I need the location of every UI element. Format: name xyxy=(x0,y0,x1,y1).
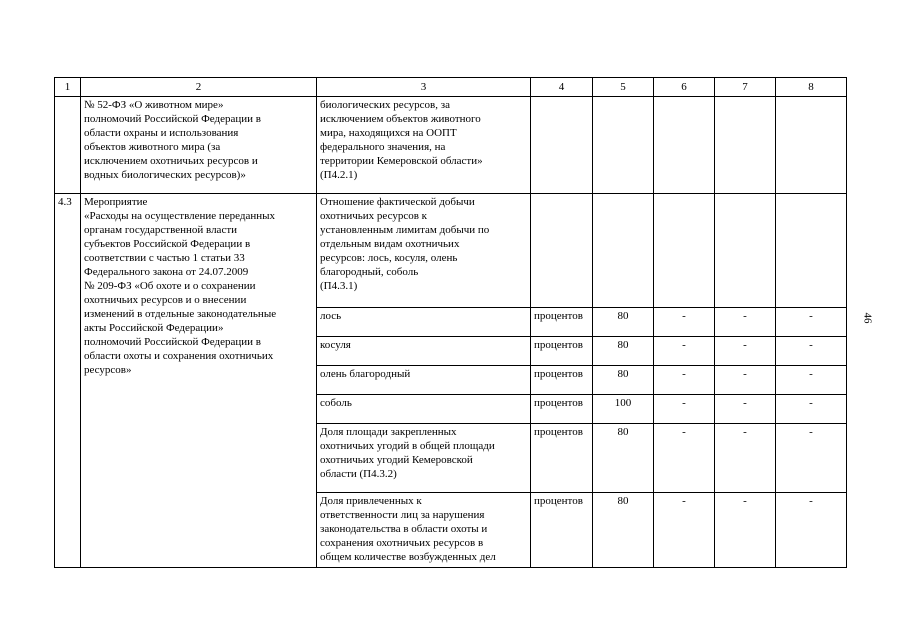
unit-cell: процентов xyxy=(531,308,593,337)
unit-cell: процентов xyxy=(531,395,593,424)
empty-cell xyxy=(776,97,847,194)
empty-cell xyxy=(593,194,654,308)
value-col5: 80 xyxy=(593,493,654,568)
col-header-5: 5 xyxy=(593,78,654,97)
indicator-p4-3-1: Отношение фактической добычи охотничьих ресурсов к установленным лимитам добычи по отдельным видам охотничьих ресурсов: лось, косуля, олень благородный, соболь (П4.3.1) xyxy=(317,194,531,308)
indicator-p4-3-2: Доля площади закрепленных охотничьих угодий в общей площади охотничьих угодий Кемеровской области (П4.3.2) xyxy=(317,424,531,493)
empty-cell xyxy=(531,97,593,194)
value-col6: - xyxy=(654,424,715,493)
col-header-1: 1 xyxy=(55,78,81,97)
indicator-name: лось xyxy=(317,308,531,337)
header-row xyxy=(55,78,847,97)
col-header-2: 2 xyxy=(81,78,317,97)
value-col8: - xyxy=(776,337,847,366)
row-number-4-3: 4.3 xyxy=(55,194,81,568)
indicator-name: соболь xyxy=(317,395,531,424)
col-header-3: 3 xyxy=(317,78,531,97)
col-header-7: 7 xyxy=(715,78,776,97)
col-header-6: 6 xyxy=(654,78,715,97)
value-col6: - xyxy=(654,395,715,424)
value-col5: 80 xyxy=(593,366,654,395)
row-num-cell xyxy=(55,97,81,194)
empty-cell xyxy=(593,97,654,194)
data-table xyxy=(54,77,847,568)
empty-cell xyxy=(654,97,715,194)
value-col5: 80 xyxy=(593,424,654,493)
indicator-responsibility-share: Доля привлеченных к ответственности лиц за нарушения законодательства в области охоты и сохранения охотничьих ресурсов в общем количестве возбужденных дел xyxy=(317,493,531,568)
unit-cell: процентов xyxy=(531,424,593,493)
value-col7: - xyxy=(715,366,776,395)
value-col6: - xyxy=(654,308,715,337)
value-col7: - xyxy=(715,308,776,337)
empty-cell xyxy=(654,194,715,308)
activity-text-continued: № 52-ФЗ «О животном мире» полномочий Российской Федерации в области охраны и использования объектов животного мира (за исключением охотничьих ресурсов и водных биологических ресурсов)» xyxy=(81,97,317,194)
value-col7: - xyxy=(715,395,776,424)
value-col5: 80 xyxy=(593,308,654,337)
indicator-text-continued: биологических ресурсов, за исключением объектов животного мира, находящихся на ООПТ федерального значения, на территории Кемеровской области» (П4.2.1) xyxy=(317,97,531,194)
value-col8: - xyxy=(776,308,847,337)
value-col6: - xyxy=(654,493,715,568)
empty-cell xyxy=(715,194,776,308)
value-col8: - xyxy=(776,493,847,568)
table-row-4-3-head xyxy=(55,194,847,308)
unit-cell: процентов xyxy=(531,337,593,366)
value-col7: - xyxy=(715,337,776,366)
value-col6: - xyxy=(654,366,715,395)
value-col7: - xyxy=(715,493,776,568)
empty-cell xyxy=(715,97,776,194)
indicator-name: косуля xyxy=(317,337,531,366)
unit-cell: процентов xyxy=(531,366,593,395)
page-number: 46 xyxy=(861,312,874,324)
activity-4-3: Мероприятие «Расходы на осуществление переданных органам государственной власти субъектов Российской Федерации в соответствии с частью 1 статьи 33 Федерального закона от 24.07.2009 № 209-ФЗ «Об охоте и о сохранении охотничьих ресурсов и о внесении изменений в отдельные законодательные акты Российской Федерации» полномочий Российской Федерации в области охоты и сохранения охотничьих ресурсов» xyxy=(81,194,317,568)
value-col8: - xyxy=(776,366,847,395)
value-col6: - xyxy=(654,337,715,366)
col-header-4: 4 xyxy=(531,78,593,97)
value-col5: 100 xyxy=(593,395,654,424)
value-col8: - xyxy=(776,395,847,424)
indicator-name: олень благородный xyxy=(317,366,531,395)
value-col5: 80 xyxy=(593,337,654,366)
empty-cell xyxy=(776,194,847,308)
value-col8: - xyxy=(776,424,847,493)
unit-cell: процентов xyxy=(531,493,593,568)
col-header-8: 8 xyxy=(776,78,847,97)
empty-cell xyxy=(531,194,593,308)
table-row-continued xyxy=(55,97,847,194)
value-col7: - xyxy=(715,424,776,493)
